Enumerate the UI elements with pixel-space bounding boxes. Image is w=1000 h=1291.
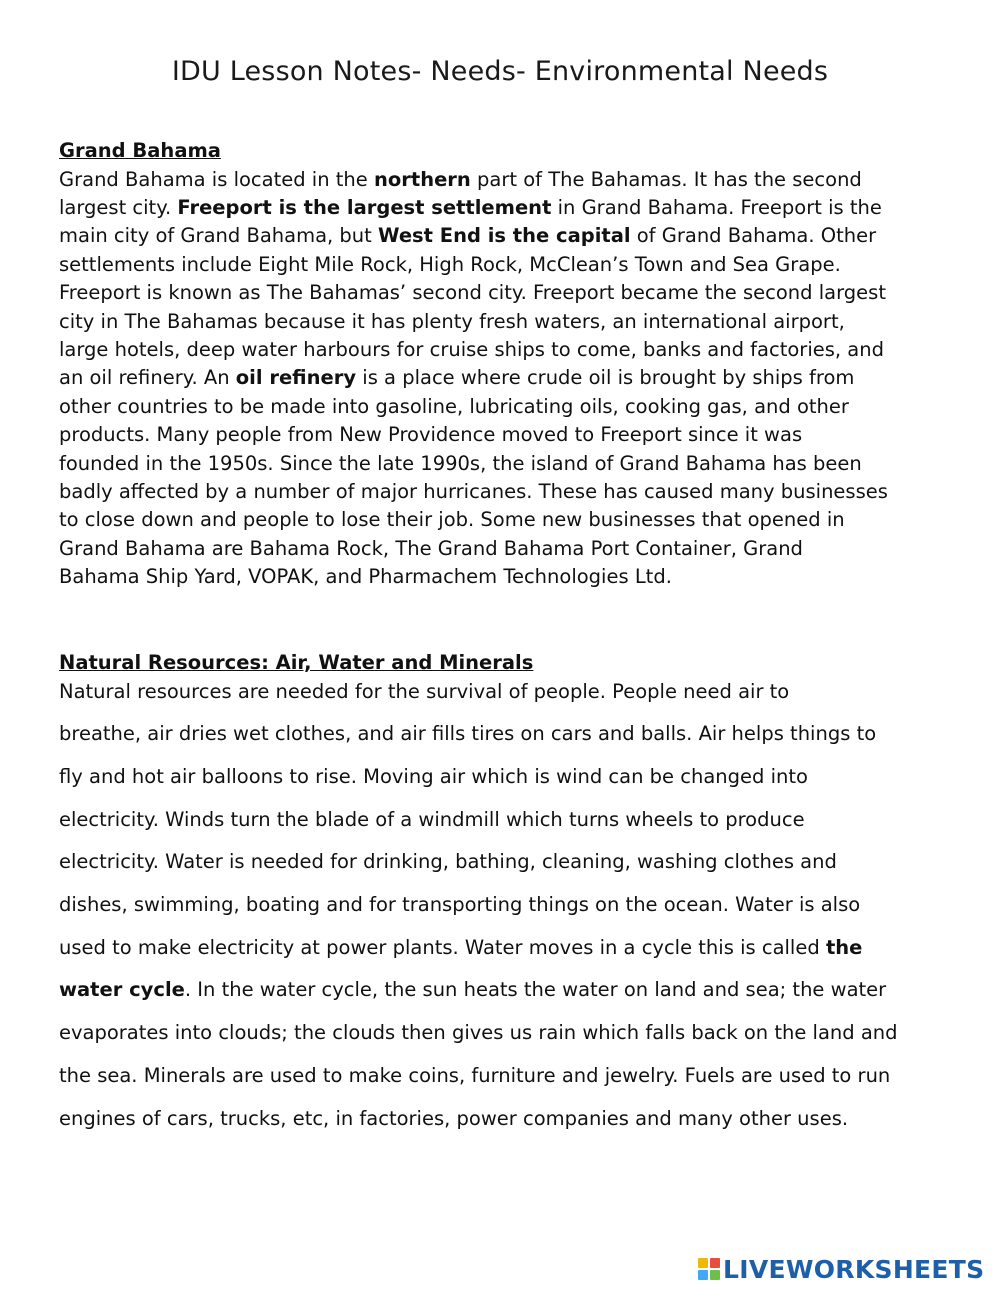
liveworksheets-logo (698, 1254, 984, 1284)
text-run: Bahama Ship Yard, VOPAK, and Pharmachem Technologies Ltd. (59, 565, 672, 589)
text-line (59, 222, 941, 250)
text-run: founded in the 1950s. Since the late 1990s, the island of Grand Bahama has been (59, 451, 862, 475)
text-line (59, 194, 941, 222)
text-line (59, 1012, 941, 1055)
text-line (59, 841, 941, 884)
text-run: Grand Bahama are Bahama Rock, The Grand Bahama Port Container, Grand (59, 536, 803, 560)
text-line (59, 421, 941, 449)
page-title: IDU Lesson Notes- Needs- Environmental Needs (171, 56, 829, 87)
text-run: Freeport is known as The Bahamas’ second city. Freeport became the second largest (59, 281, 886, 305)
text-line (59, 713, 941, 756)
text-run: used to make electricity at power plants. Water moves in a cycle this is called (59, 935, 826, 959)
liveworksheets-logo-icon (698, 1258, 720, 1280)
text-line (59, 563, 941, 591)
text-run: products. Many people from New Providence moved to Freeport since it was (59, 423, 803, 447)
bold-text: West End is the capital (378, 224, 631, 248)
text-run: engines of cars, trucks, etc, in factories, power companies and many other uses. (59, 1106, 849, 1130)
text-run: breathe, air dries wet clothes, and air fills tires on cars and balls. Air helps things to (59, 722, 877, 746)
text-run: Grand Bahama is located in the (59, 167, 374, 191)
bold-text: the (825, 935, 863, 959)
bold-text: water cycle (59, 978, 185, 1002)
text-line (59, 969, 941, 1012)
text-run: largest city. (59, 195, 178, 219)
text-line (59, 927, 941, 970)
section-grand-bahama (59, 137, 941, 592)
text-line (59, 506, 941, 534)
text-run: of Grand Bahama. Other (630, 224, 877, 248)
bold-text: Freeport is the largest settlement (177, 195, 552, 219)
text-run: Natural resources are needed for the survival of people. People need air to (59, 679, 790, 703)
text-line (59, 308, 941, 336)
text-run: part of The Bahamas. It has the second (470, 167, 862, 191)
section-heading: Grand Bahama (59, 139, 221, 162)
text-line (59, 478, 941, 506)
text-run: evaporates into clouds; the clouds then gives us rain which falls back on the land and (59, 1021, 898, 1045)
text-run: city in The Bahamas because it has plenty fresh waters, an international airport, (59, 309, 845, 333)
text-run: the sea. Minerals are used to make coins, furniture and jewelry. Fuels are used to run (59, 1063, 891, 1087)
text-run: in Grand Bahama. Freeport is the (551, 195, 882, 219)
brand-name: LIVEWORKSHEETS (723, 1254, 985, 1284)
text-line (59, 884, 941, 927)
text-run: to close down and people to lose their job. Some new businesses that opened in (59, 508, 845, 532)
text-run: main city of Grand Bahama, but (59, 224, 379, 248)
text-run: . In the water cycle, the sun heats the water on land and sea; the water (184, 978, 887, 1002)
text-line (59, 166, 941, 194)
text-run: badly affected by a number of major hurricanes. These has caused many businesses (59, 479, 888, 503)
text-run: large hotels, deep water harbours for cruise ships to come, banks and factories, and (59, 337, 884, 361)
bold-text: northern (373, 167, 471, 191)
text-line (59, 1055, 941, 1098)
text-line (59, 1098, 941, 1141)
section-heading: Natural Resources: Air, Water and Minerals (59, 651, 534, 674)
text-run: is a place where crude oil is brought by ships from (356, 366, 855, 390)
text-line (59, 799, 941, 842)
text-line (59, 336, 941, 364)
text-line (59, 364, 941, 392)
section-paragraph (59, 671, 941, 1141)
text-line (59, 251, 941, 279)
text-run: fly and hot air balloons to rise. Moving air which is wind can be changed into (59, 764, 808, 788)
bold-text: oil refinery (235, 366, 357, 390)
section-natural-resources (59, 649, 941, 1140)
text-line (59, 535, 941, 563)
text-run: other countries to be made into gasoline, lubricating oils, cooking gas, and other (59, 394, 849, 418)
text-run: electricity. Water is needed for drinking, bathing, cleaning, washing clothes and (59, 850, 837, 874)
text-run: dishes, swimming, boating and for transporting things on the ocean. Water is also (59, 893, 861, 917)
text-run: settlements include Eight Mile Rock, High Rock, McClean’s Town and Sea Grape. (59, 252, 841, 276)
text-line (59, 671, 941, 714)
text-run: an oil refinery. An (59, 366, 236, 390)
text-run: electricity. Winds turn the blade of a windmill which turns wheels to produce (59, 807, 805, 831)
section-paragraph (59, 166, 941, 592)
text-line (59, 756, 941, 799)
text-line (59, 450, 941, 478)
text-line (59, 393, 941, 421)
text-line (59, 279, 941, 307)
